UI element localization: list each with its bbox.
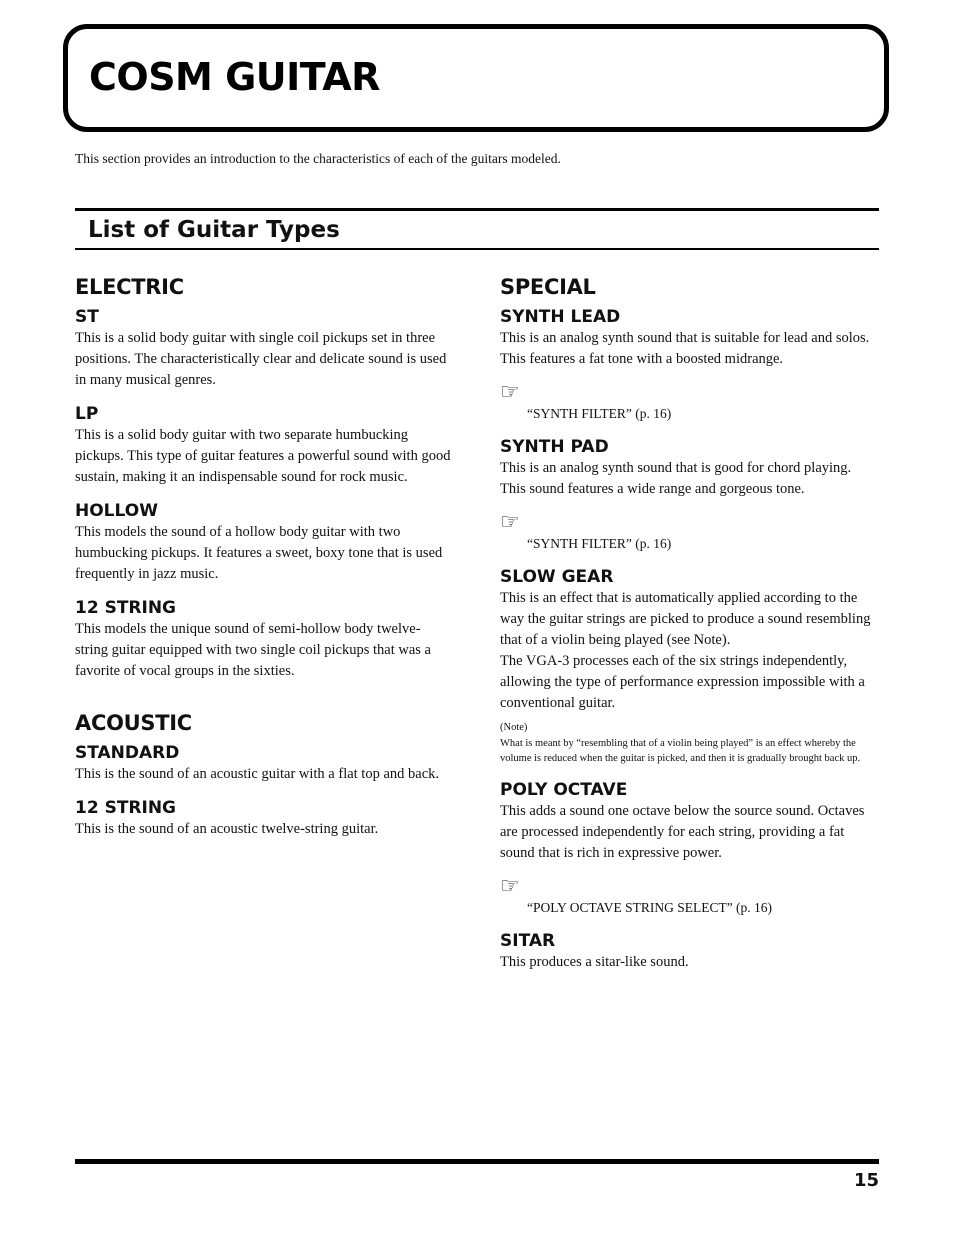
page-number: 15 — [853, 1170, 879, 1191]
note-block — [500, 720, 880, 767]
category-electric: ELECTRIC — [75, 275, 184, 299]
footer-rule — [75, 1159, 879, 1164]
item-desc: This models the unique sound of semi-hollow body twelve-string guitar equipped with two single coil pickups that was a favorite of vocal groups in the sixties. — [75, 621, 431, 679]
guitar-item-12-string-acoustic — [75, 797, 453, 840]
guitar-item-synth-pad — [500, 436, 880, 554]
pointing-hand-icon: ☞ — [500, 380, 520, 405]
category-special: SPECIAL — [500, 275, 596, 299]
item-desc: This is an effect that is automatically applied according to the way the guitar strings are picked to produce a sound resembling that of a violin being played (see Note). — [500, 590, 871, 648]
right-column — [500, 272, 880, 985]
guitar-item-slow-gear — [500, 566, 880, 767]
item-desc: This is a solid body guitar with single coil pickups set in three positions. The characteristically clear and delicate sound is used in many musical genres. — [75, 330, 447, 388]
item-desc-2: The VGA-3 processes each of the six strings independently, allowing the type of performance expression impossible with a conventional guitar. — [500, 653, 865, 711]
item-desc: This is an analog synth sound that is good for chord playing. This sound features a wide range and gorgeous tone. — [500, 460, 852, 497]
item-title: SYNTH PAD — [500, 437, 609, 457]
item-desc: This adds a sound one octave below the source sound. Octaves are processed independently for each string, providing a fat sound that is rich in expressive power. — [500, 802, 865, 861]
chapter-title: COSM GUITAR — [89, 55, 380, 99]
left-column — [75, 272, 453, 852]
item-title: LP — [75, 404, 99, 424]
section-title: List of Guitar Types — [88, 217, 340, 243]
item-desc: This is the sound of an acoustic twelve-string guitar. — [75, 821, 379, 837]
item-title: SLOW GEAR — [500, 567, 614, 587]
category-acoustic: ACOUSTIC — [75, 711, 192, 735]
item-desc: This produces a sitar-like sound. — [500, 953, 689, 970]
item-desc: This models the sound of a hollow body guitar with two humbucking pickups. It features a sweet, boxy tone that is used frequently in jazz music. — [75, 524, 443, 582]
item-desc: This is the sound of an acoustic guitar with a flat top and back. — [75, 766, 440, 782]
guitar-item-st — [75, 306, 453, 391]
item-desc: This is a solid body guitar with two separate humbucking pickups. This type of guitar features a powerful sound with good sustain, making it an indispensable sound for rock music. — [75, 427, 451, 485]
item-title: SITAR — [500, 930, 556, 951]
item-desc: This is an analog synth sound that is suitable for lead and solos. This features a fat tone with a boosted midrange. — [500, 330, 870, 367]
section-header — [75, 208, 879, 250]
note-label: (Note) — [500, 722, 528, 733]
intro-text: This section provides an introduction to the characteristics of each of the guitars modeled. — [75, 151, 561, 166]
chapter-title-box — [63, 24, 889, 132]
guitar-item-lp — [75, 403, 453, 488]
item-title: ST — [75, 307, 99, 327]
reference-link: “POLY OCTAVE STRING SELECT” (p. 16) — [527, 899, 773, 915]
item-title: HOLLOW — [75, 501, 158, 521]
item-title: 12 STRING — [75, 598, 177, 618]
item-title: POLY OCTAVE — [500, 779, 628, 800]
note-text: What is meant by “resembling that of a violin being played” is an effect whereby the volume is reduced when the guitar is picked, and then it is gradually brought back up. — [500, 737, 861, 764]
guitar-item-poly-octave — [500, 779, 880, 918]
item-title: 12 STRING — [75, 798, 177, 818]
guitar-item-standard — [75, 742, 453, 785]
pointing-hand-icon: ☞ — [500, 510, 520, 535]
guitar-item-sitar — [500, 930, 880, 973]
guitar-item-synth-lead — [500, 306, 880, 424]
reference-link: “SYNTH FILTER” (p. 16) — [527, 406, 672, 421]
item-title: SYNTH LEAD — [500, 307, 621, 327]
guitar-item-hollow — [75, 500, 453, 585]
pointing-hand-icon: ☞ — [500, 873, 520, 899]
guitar-item-12-string-electric — [75, 597, 453, 682]
reference-link: “SYNTH FILTER” (p. 16) — [527, 536, 672, 551]
item-title: STANDARD — [75, 743, 180, 763]
